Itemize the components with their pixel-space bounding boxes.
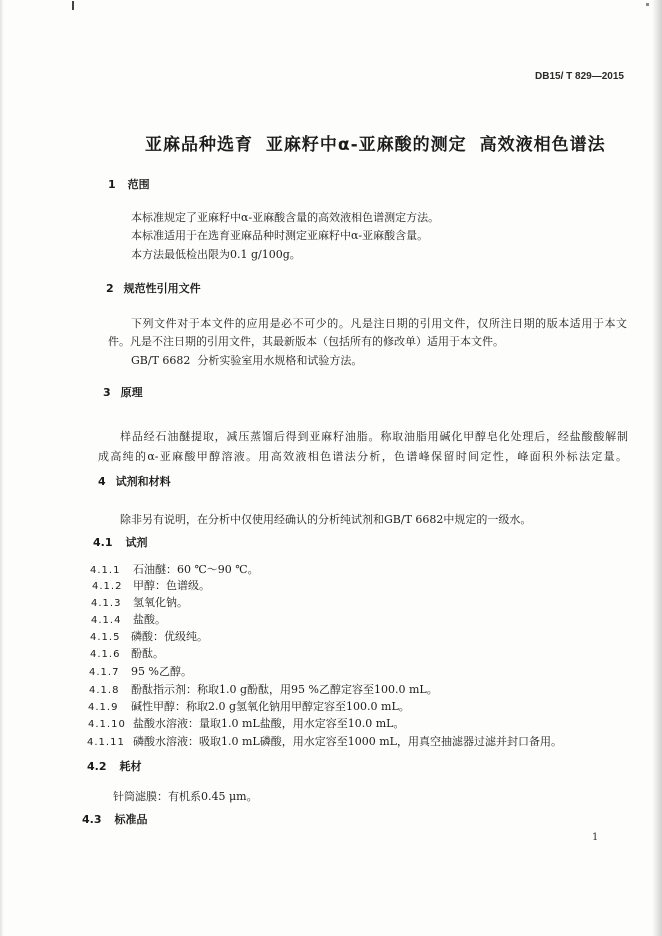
- section-heading-reagents-materials: [98, 475, 171, 489]
- paragraph-line: 除非另有说明，在分析中仅使用经确认的分析纯试剂和GB/T 6682中规定的一级水。: [120, 513, 532, 526]
- item-number: 4.1.2: [92, 581, 123, 592]
- reagent-item: [89, 665, 192, 680]
- item-text: 甲醇：色谱级。: [133, 579, 210, 592]
- item-number: 4.1.5: [90, 632, 121, 643]
- reference-entry: GB/T 6682 分析实验室用水规格和试验方法。: [131, 354, 363, 367]
- subsection-heading-text: 试剂: [125, 536, 148, 549]
- subsection-heading-reagents: [93, 536, 148, 550]
- section-number: 1: [108, 178, 116, 191]
- paragraph-line: 本标准规定了亚麻籽中α-亚麻酸含量的高效液相色谱测定方法。: [131, 211, 440, 224]
- section-heading-text: 试剂和材料: [115, 475, 171, 488]
- paragraph-line: 本方法最低检出限为0.1 g/100g。: [131, 248, 301, 261]
- reagent-item: [87, 735, 562, 750]
- scan-mark: [72, 1, 74, 10]
- scan-edge-left: [0, 0, 4, 936]
- item-text: 酚酞。: [131, 647, 164, 660]
- section-heading-principle: [103, 386, 143, 400]
- item-text: 盐酸水溶液：量取1.0 mL盐酸，用水定容至10.0 mL。: [133, 717, 405, 730]
- item-text: 95 %乙醇。: [131, 665, 192, 678]
- section-number: 2: [106, 282, 114, 295]
- reagent-item: [88, 700, 410, 715]
- item-number: 4.1.10: [88, 719, 126, 730]
- reagent-item: [90, 647, 164, 662]
- item-text: 碱性甲醇：称取2.0 g氢氧化钠用甲醇定容至100.0 mL。: [131, 700, 410, 713]
- section-heading-scope: [108, 178, 150, 192]
- item-number: 4.1.3: [91, 598, 122, 609]
- item-number: 4.1.9: [88, 702, 119, 713]
- item-text: 盐酸。: [133, 613, 166, 626]
- item-text: 石油醚：60 ℃～90 ℃。: [133, 563, 259, 576]
- item-text: 氢氧化钠。: [133, 596, 188, 609]
- section-heading-normative-references: [106, 282, 201, 296]
- section-number: 4: [98, 475, 106, 488]
- page-number: 1: [592, 832, 599, 843]
- paragraph-line: 本标准适用于在选育亚麻品种时测定亚麻籽中α-亚麻酸含量。: [131, 229, 429, 242]
- paragraph-line: 件。凡是不注日期的引用文件，其最新版本（包括所有的修改单）适用于本文件。: [108, 335, 504, 348]
- section-heading-text: 原理: [120, 386, 143, 399]
- reagent-item: [90, 630, 208, 645]
- subsection-number: 4.2: [87, 760, 107, 773]
- subsection-heading-consumables: [87, 760, 142, 774]
- scan-mark: [646, 3, 649, 6]
- reagent-item: [88, 717, 404, 732]
- item-text: 磷酸水溶液：吸取1.0 mL磷酸，用水定容至1000 mL，用真空抽滤器过滤并封口备用。: [133, 735, 562, 748]
- item-number: 4.1.8: [89, 685, 120, 696]
- paragraph-line: 样品经石油醚提取，减压蒸馏后得到亚麻籽油脂。称取油脂用碱化甲醇皂化处理后，经盐酸酸解制: [120, 430, 628, 443]
- document-title: 亚麻品种选育 亚麻籽中α-亚麻酸的测定 高效液相色谱法: [145, 135, 606, 155]
- subsection-number: 4.1: [93, 536, 113, 549]
- paragraph-line: 成高纯的α-亚麻酸甲醇溶液。用高效液相色谱法分析，色谱峰保留时间定性，峰面积外标法定量。: [98, 450, 627, 463]
- reagent-item: [91, 596, 188, 611]
- item-text: 酚酞指示剂：称取1.0 g酚酞，用95 %乙醇定容至100.0 mL。: [131, 683, 438, 696]
- item-number: 4.1.7: [89, 667, 120, 678]
- reagent-item: [89, 683, 438, 698]
- section-heading-text: 范围: [127, 178, 150, 191]
- section-heading-text: 规范性引用文件: [123, 282, 201, 295]
- scan-edge-right: [652, 0, 662, 936]
- subsection-heading-text: 耗材: [119, 760, 142, 773]
- paragraph-line: 针筒滤膜：有机系0.45 μm。: [113, 790, 258, 803]
- subsection-heading-standards: [82, 813, 148, 827]
- item-number: 4.1.1: [90, 565, 121, 576]
- subsection-number: 4.3: [82, 813, 102, 826]
- item-number: 4.1.6: [90, 649, 121, 660]
- item-number: 4.1.4: [91, 615, 122, 626]
- item-number: 4.1.11: [87, 737, 125, 748]
- subsection-heading-text: 标准品: [114, 813, 148, 826]
- standard-code-header: DB15/ T 829—2015: [535, 71, 624, 82]
- reagent-item: [91, 613, 166, 628]
- reagent-item: [90, 563, 259, 578]
- paragraph-line: 下列文件对于本文件的应用是必不可少的。凡是注日期的引用文件，仅所注日期的版本适用于本文: [131, 317, 627, 330]
- section-number: 3: [103, 386, 111, 399]
- reagent-item: [92, 579, 210, 594]
- item-text: 磷酸：优级纯。: [131, 630, 208, 643]
